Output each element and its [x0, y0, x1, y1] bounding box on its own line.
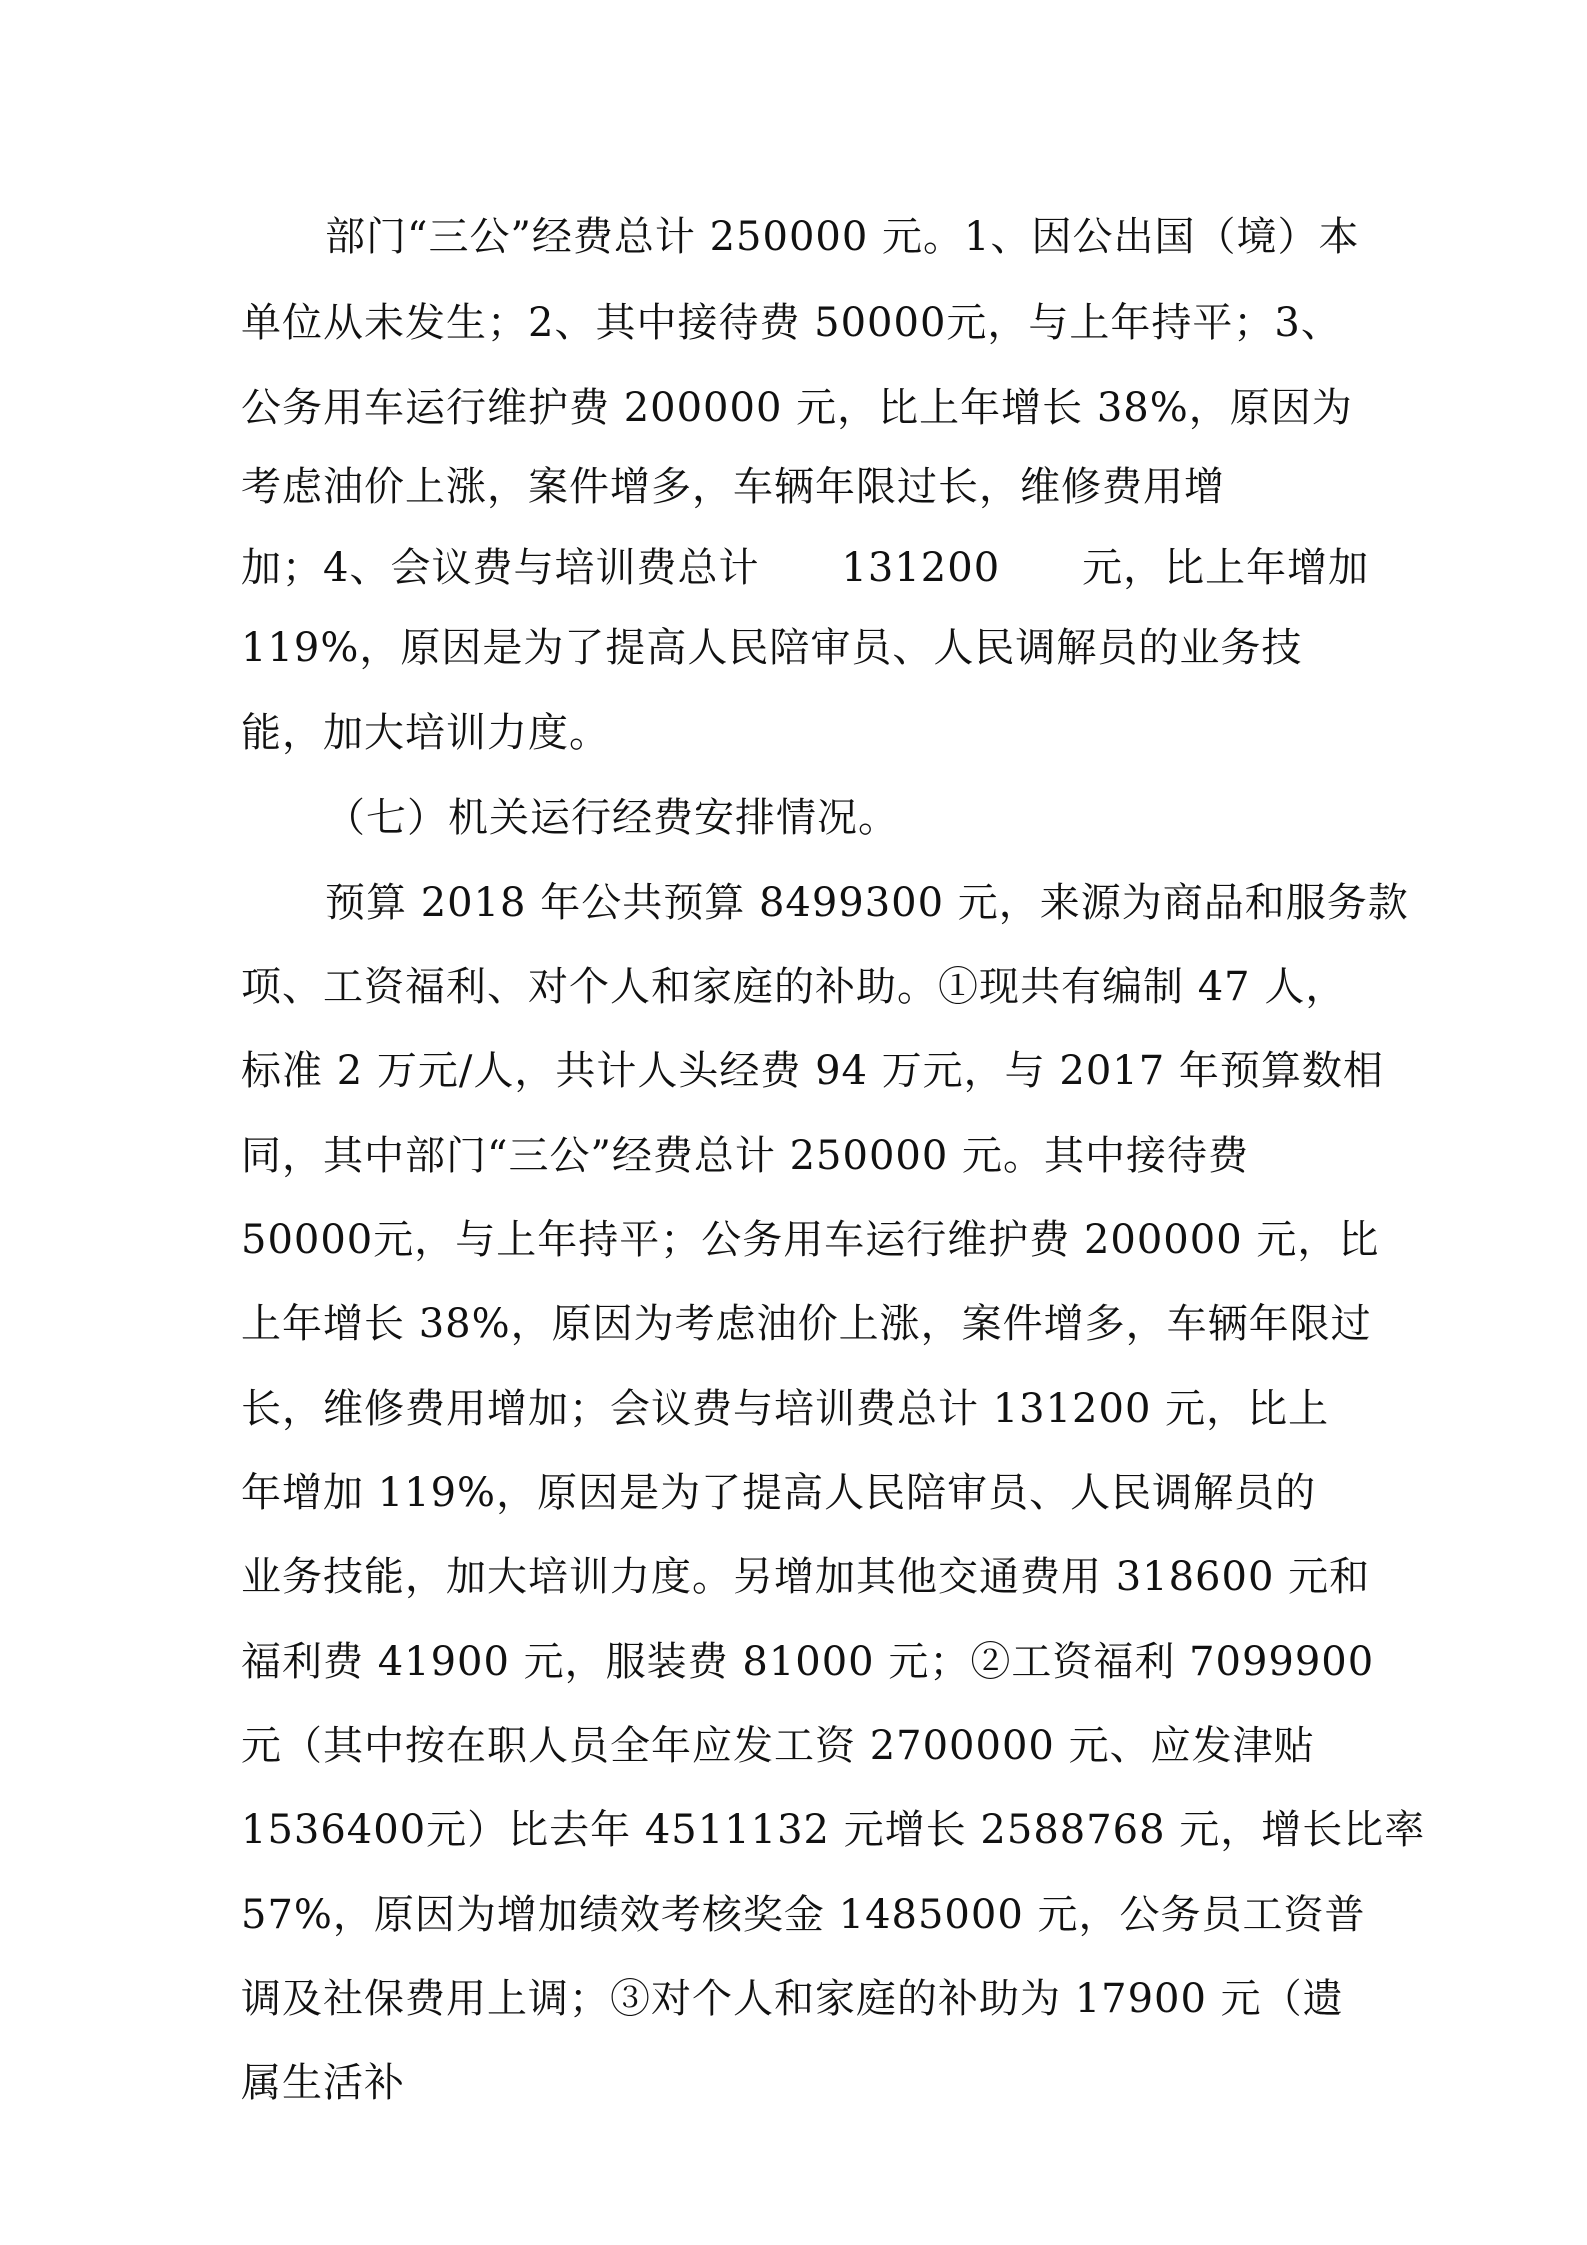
paragraph-line: 标准 2 万元/人，共计人头经费 94 万元，与 2017 年预算数相: [241, 1048, 1384, 1094]
paragraph-line: 年增加 119%，原因是为了提高人民陪审员、人民调解员的: [241, 1470, 1317, 1516]
paragraph-line: 同，其中部门“三公”经费总计 250000 元。其中接待费: [241, 1133, 1250, 1179]
paragraph-line: 长，维修费用增加；会议费与培训费总计 131200 元，比上: [241, 1386, 1330, 1432]
paragraph-line: 上年增长 38%，原因为考虑油价上涨，案件增多，车辆年限过: [241, 1301, 1372, 1347]
paragraph-line: 公务用车运行维护费 200000 元，比上年增长 38%，原因为: [241, 385, 1353, 431]
paragraph-line: 项、工资福利、对个人和家庭的补助。①现共有编制 47 人，: [241, 964, 1347, 1010]
section-heading: （七）机关运行经费安排情况。: [325, 795, 899, 841]
paragraph-line: 119%，原因是为了提高人民陪审员、人民调解员的业务技: [241, 625, 1303, 671]
paragraph-line: 能，加大培训力度。: [241, 710, 610, 756]
paragraph-line: 1536400元）比去年 4511132 元增长 2588768 元，增长比率: [241, 1807, 1426, 1853]
paragraph-line: 调及社保费用上调；③对个人和家庭的补助为 17900 元（遗: [241, 1976, 1344, 2022]
paragraph-line: 50000元，与上年持平；公务用车运行维护费 200000 元，比: [241, 1217, 1380, 1263]
paragraph-line: 部门“三公”经费总计 250000 元。1、因公出国（境）本: [325, 214, 1360, 260]
paragraph-line: 元（其中按在职人员全年应发工资 2700000 元、应发津贴: [241, 1723, 1315, 1769]
paragraph-line: 单位从未发生；2、其中接待费 50000元，与上年持平；3、: [241, 300, 1342, 346]
paragraph-line: 加；4、会议费与培训费总计 131200 元，比上年增加: [241, 545, 1370, 591]
paragraph-line: 福利费 41900 元，服装费 81000 元；②工资福利 7099900: [241, 1639, 1375, 1685]
paragraph-line: 考虑油价上涨，案件增多，车辆年限过长，维修费用增: [241, 464, 1225, 510]
paragraph-line: 预算 2018 年公共预算 8499300 元，来源为商品和服务款: [325, 880, 1409, 926]
paragraph-line: 属生活补: [241, 2060, 405, 2106]
paragraph-line: 57%，原因为增加绩效考核奖金 1485000 元，公务员工资普: [241, 1892, 1366, 1938]
paragraph-line: 业务技能，加大培训力度。另增加其他交通费用 318600 元和: [241, 1554, 1371, 1600]
